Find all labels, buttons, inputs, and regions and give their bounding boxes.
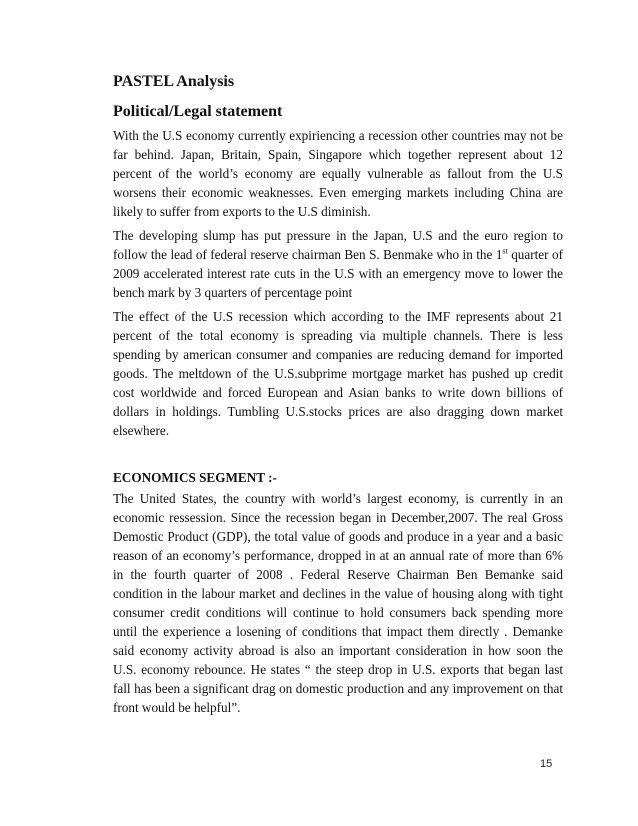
paragraph-political-2-end: quarter of 2009 accelerated interest rate cuts in the U.S with an emergency move to lower the bench mark by 3 quarters of percentage point: [113, 247, 563, 300]
paragraph-political-2-start: The developing slump has put pressure in the Japan, U.S and the euro region to follow the lead of federal reserve chairman Ben S. Benmake who in the 1: [113, 228, 563, 262]
paragraph-economics: The United States, the country with world’s largest economy, is currently in an economic ressession. Since the recession began in December,2007. The real Gross Demostic Product (GDP), the total value of goods and produce in a year and a basic reason of an economy’s performance, dropped in at an annual rate of more than 6% in the fourth quarter of 2008 . Federal Reserve Chairman Ben Bemanke said condition in the labour market and declines in the value of housing along with tight consumer credit conditions will continue to hold consumers back spending more until the experience a losening of conditions that impact them directly . Demanke said economy activity abroad is also an important consideration in how soon the U.S. economy rebounce. He states “ the steep drop in U.S. exports that began last fall has been a significant drag on domestic production and any improvement on that front would be helpful”.: [113, 491, 563, 715]
paragraph-political-1: With the U.S economy currently expiriencing a recession other countries may not be far behind. Japan, Britain, Spain, Singapore which together represent about 12 percent of the world’s economy are equally vulnerable as fallout from the U.S worsens their economic weaknesses. Even emerging markets including China are likely to suffer from exports to the U.S diminish.: [113, 128, 563, 219]
section-heading-economics: ECONOMICS SEGMENT :-: [113, 470, 277, 485]
paragraph-political-2: [113, 226, 563, 302]
page-number: 15: [540, 758, 553, 770]
paragraph-political-3: The effect of the U.S recession which according to the IMF represents about 21 percent of the total economy is spreading via multiple channels. There is less spending by american consumer and companies are reducing demand for imported goods. The meltdown of the U.S.subprime mortgage market has pushed up credit cost worldwide and forced European and Asian banks to write down billions of dollars in holdings. Tumbling U.S.stocks prices are also dragging down market elsewhere.: [113, 309, 563, 438]
ordinal-superscript: st: [502, 246, 508, 256]
document-title: PASTEL Analysis: [113, 73, 235, 90]
section-spacer: [113, 445, 563, 468]
section-heading-political: Political/Legal statement: [113, 103, 283, 120]
page-content: [113, 72, 563, 722]
